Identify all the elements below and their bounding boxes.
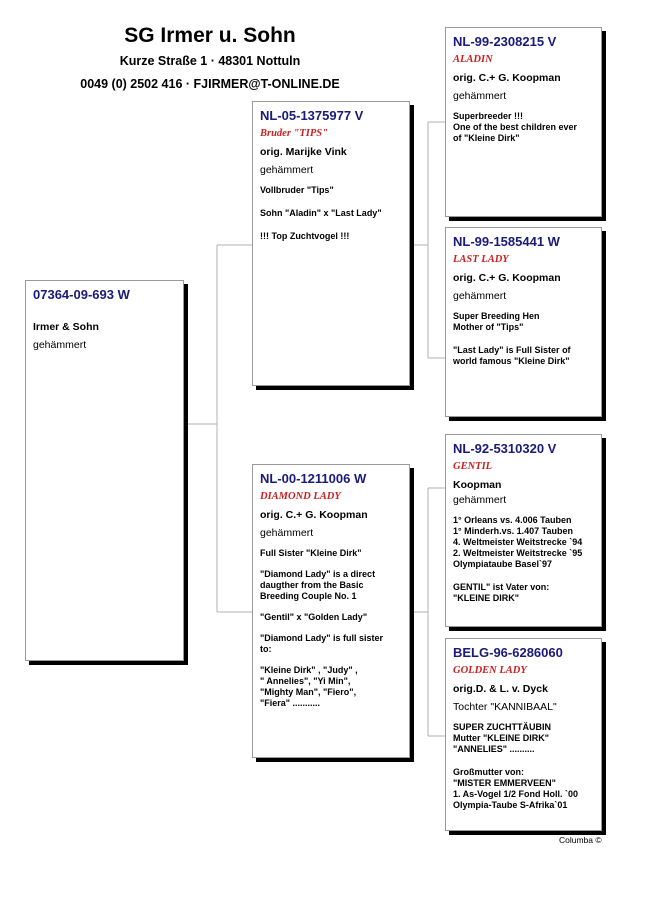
page-title: SG Irmer u. Sohn: [124, 24, 296, 47]
maternal-grandmother-breeder: orig.D. & L. v. Dyck: [453, 683, 548, 695]
mother-note: Full Sister "Kleine Dirk": [260, 548, 362, 558]
maternal-grandmother-card: [445, 638, 602, 831]
contact-line: 0049 (0) 2502 416 · FJIRMER@T-ONLINE.DE: [80, 77, 340, 91]
maternal-grandfather-name: GENTIL: [453, 461, 493, 472]
mother-note: "Diamond Lady" is full sister to:: [260, 633, 384, 654]
paternal-grandfather-breeder: orig. C.+ G. Koopman: [453, 72, 561, 84]
maternal-grandfather-breeder: Koopman: [453, 479, 502, 491]
maternal-grandfather-note: 1° Orleans vs. 4.006 Tauben 1° Minderh.vs. 1.407 Tauben 4. Weltmeister Weitstrecke `94 2. Weltmeister Weitstrecke `95 Olympiataube Basel`97: [453, 515, 583, 569]
paternal-grandfather-name: ALADIN: [453, 54, 493, 65]
paternal-grandfather-card: [445, 27, 602, 217]
maternal-grandfather-feather: gehämmert: [453, 494, 507, 506]
maternal-grandfather-ring-number: NL-92-5310320 V: [453, 441, 557, 456]
mother-breeder: orig. C.+ G. Koopman: [260, 509, 368, 521]
father-note: Sohn "Aladin" x "Last Lady": [260, 208, 382, 218]
maternal-grandfather-card: [445, 434, 602, 627]
paternal-grandmother-ring-number: NL-99-1585441 W: [453, 234, 560, 249]
mother-note: "Diamond Lady" is a direct daugther from the Basic Breeding Couple No. 1: [260, 569, 376, 601]
father-ring-number: NL-05-1375977 V: [260, 108, 364, 123]
paternal-grandmother-breeder: orig. C.+ G. Koopman: [453, 272, 561, 284]
father-feather: gehämmert: [260, 164, 314, 176]
paternal-grandfather-note: Superbreeder !!! One of the best children ever of "Kleine Dirk": [453, 111, 578, 143]
paternal-grandmother-name: LAST LADY: [453, 254, 509, 265]
subject-feather: gehämmert: [33, 339, 87, 351]
paternal-grandmother-note: "Last Lady" is Full Sister of world famous "Kleine Dirk": [453, 345, 571, 366]
maternal-grandmother-note: SUPER ZUCHTTÄUBIN Mutter "KLEINE DIRK" "ANNELIES" ..........: [453, 722, 551, 754]
maternal-grandmother-sire-line: Tochter "KANNIBAAL": [453, 701, 557, 713]
maternal-grandfather-note: GENTIL" ist Vater von: "KLEINE DIRK": [453, 582, 550, 603]
father-card: [252, 101, 410, 386]
father-breeder: orig. Marijke Vink: [260, 146, 347, 158]
paternal-grandfather-feather: gehämmert: [453, 90, 507, 102]
subject-breeder: Irmer & Sohn: [33, 321, 99, 333]
mother-card: [252, 464, 410, 758]
mother-note: "Kleine Dirk" , "Judy" , " Annelies", "Yi Min", "Mighty Man", "Fiero", "Fiera" ...........: [260, 665, 358, 708]
paternal-grandmother-card: [445, 227, 602, 417]
father-note: !!! Top Zuchtvogel !!!: [260, 231, 350, 241]
father-note: Vollbruder "Tips": [260, 185, 334, 195]
paternal-grandmother-note: Super Breeding Hen Mother of "Tips": [453, 311, 540, 332]
maternal-grandmother-ring-number: BELG-96-6286060: [453, 645, 563, 660]
subject-ring-number: 07364-09-693 W: [33, 287, 130, 302]
father-name: Bruder "TIPS": [260, 128, 328, 139]
mother-feather: gehämmert: [260, 527, 314, 539]
mother-name: DIAMOND LADY: [260, 491, 341, 502]
mother-note: "Gentil" x "Golden Lady": [260, 612, 368, 622]
address-line: Kurze Straße 1 · 48301 Nottuln: [119, 54, 301, 68]
paternal-grandfather-ring-number: NL-99-2308215 V: [453, 34, 557, 49]
paternal-grandmother-feather: gehämmert: [453, 290, 507, 302]
subject-card: [25, 280, 184, 661]
mother-ring-number: NL-00-1211006 W: [260, 471, 367, 486]
maternal-grandmother-name: GOLDEN LADY: [453, 665, 527, 676]
maternal-grandmother-note: Großmutter von: "MISTER EMMERVEEN" 1. As-Vogel 1/2 Fond Holl. `00 Olympia-Taube S-Afrika`01: [453, 767, 579, 810]
footer-credit: Columba ©: [559, 835, 602, 845]
